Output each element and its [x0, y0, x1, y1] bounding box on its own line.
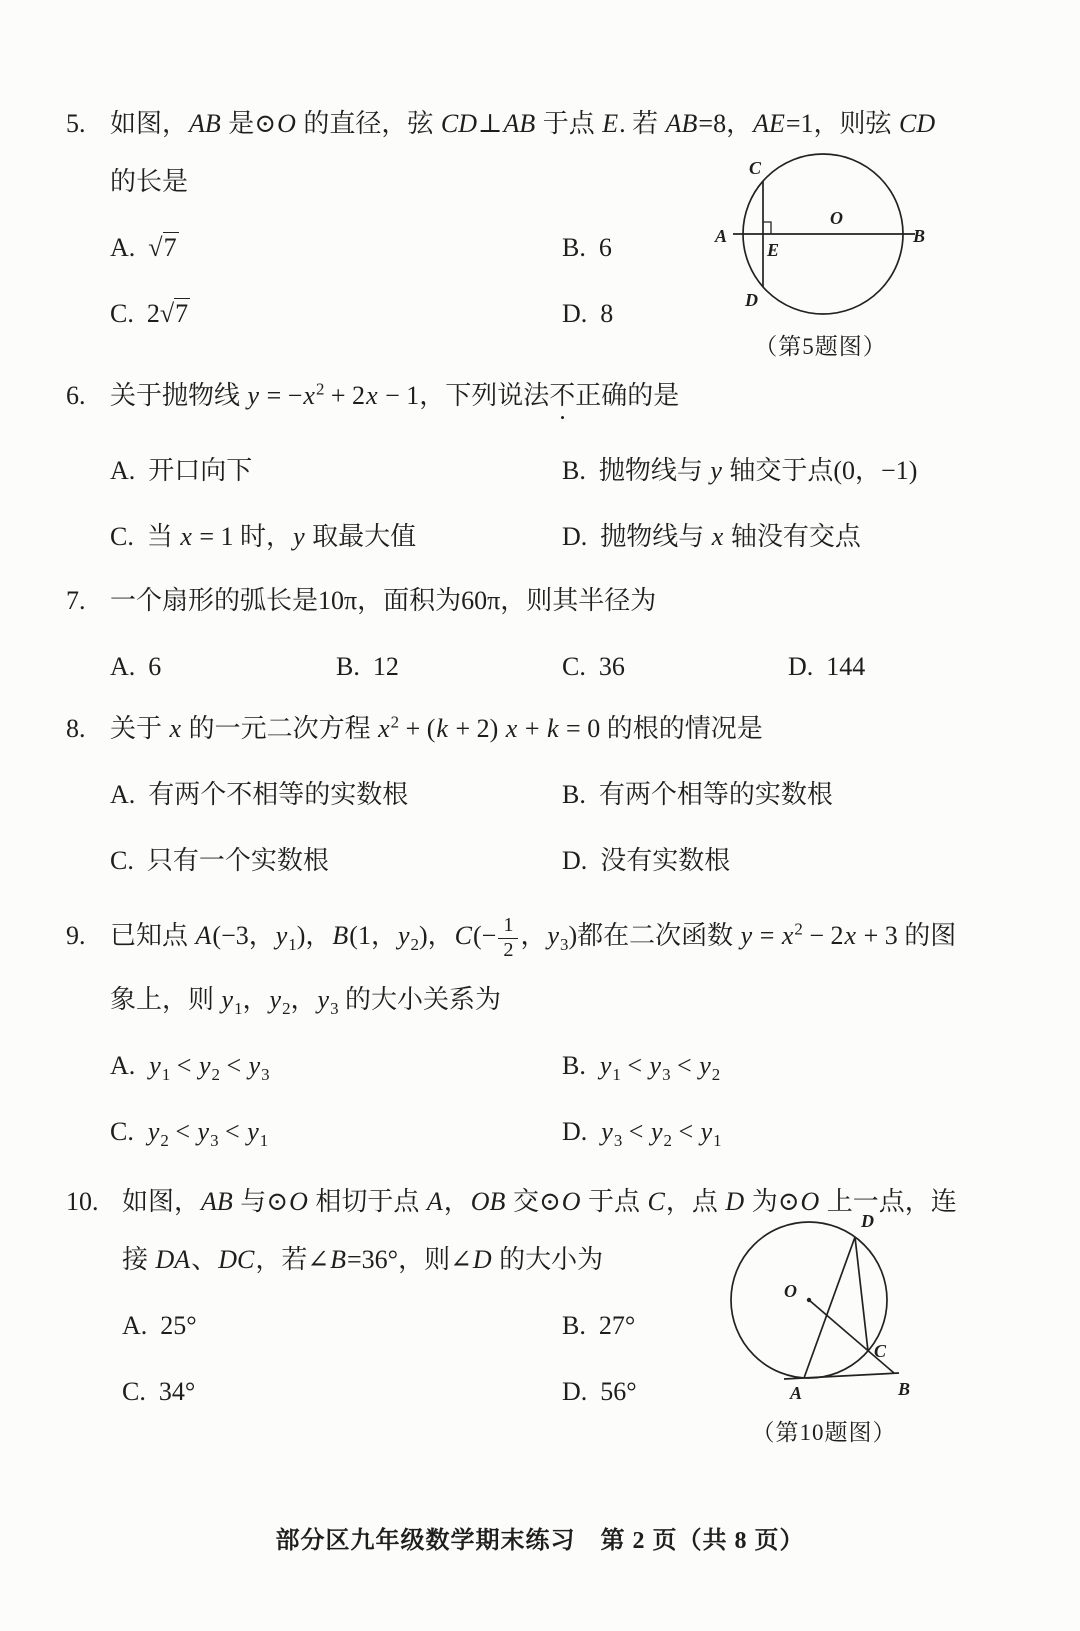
q9-option-c: C. $y_2 < y_3 < y_1$	[110, 1116, 269, 1151]
q10-label-c: C	[874, 1340, 887, 1361]
q10-label-b: B	[898, 1378, 911, 1399]
q5-right-angle-mark	[763, 222, 771, 234]
q8-options-row1	[66, 775, 1014, 815]
q5-label-o: O	[830, 208, 843, 228]
q8-options-row2	[66, 841, 1014, 881]
question-7	[66, 581, 1014, 687]
q5-stem-text: 如图，AB 是⊙O 的直径，弦 CD⊥AB 于点 E. 若 AB=8，AE=1，则弦 CD	[110, 109, 936, 138]
q9-option-b: B. $y_1 < y_3 < y_2$	[562, 1050, 721, 1085]
q5-label-d: D	[745, 290, 758, 310]
q6-option-d: D. 抛物线与 x 轴没有交点	[562, 522, 861, 551]
q6-option-b: B. 抛物线与 y 轴交于点(0，−1)	[562, 456, 918, 485]
q10-option-c: C. 34°	[122, 1376, 196, 1406]
q8-stem-row	[66, 709, 1014, 749]
q7-option-c: C. 36	[562, 652, 625, 681]
q5-figure-caption: （第5题图）	[754, 334, 887, 359]
q10-figure-caption: （第10题图）	[751, 1419, 897, 1445]
q10-option-d: D. 56°	[562, 1376, 637, 1406]
q10-label-d: D	[861, 1210, 874, 1231]
q7-option-d: D. 144	[788, 652, 866, 681]
q10-number: 10.	[66, 1186, 99, 1216]
q6-stem-row	[66, 376, 1014, 425]
q6-options-row1	[66, 451, 1014, 491]
q8-option-d: D. 没有实数根	[562, 846, 731, 875]
question-8	[66, 709, 1014, 881]
q5-label-b: B	[913, 226, 926, 246]
q5-figure	[713, 134, 928, 361]
q9-stem-text: 已知点 A(−3，$y_1$)，B(1，$y_2$)，C(− $\frac{1}{2}$ ，$y_3$)都在二次函数 $y = x^2 - 2x + 3$ 的图	[110, 914, 957, 961]
q8-option-b: B. 有两个相等的实数根	[562, 780, 833, 809]
q9-number: 9.	[66, 921, 86, 950]
q6-stem-text: 关于抛物线 $y = -x^2 + 2x - 1$，下列说法不正确的是	[110, 379, 680, 410]
q7-option-a: A. 6	[110, 652, 162, 681]
q5-option-d: D. 8	[562, 299, 614, 328]
q10-figure	[714, 1205, 934, 1447]
q10-chord-da	[804, 1237, 855, 1378]
page-footer: 部分区九年级数学期末练习 第 2 页（共 8 页）	[275, 1528, 805, 1554]
q6-options-row2	[66, 517, 1014, 557]
q7-number: 7.	[66, 586, 86, 615]
q9-stem-line2: 象上，则 $y_1$，$y_2$，$y_3$ 的大小关系为	[110, 984, 502, 1019]
q5-option-c: C. 2√7	[110, 299, 189, 328]
q6-number: 6.	[66, 381, 86, 410]
q5-label-a: A	[715, 226, 728, 246]
q5-label-c: C	[749, 158, 762, 178]
q10-option-b: B. 27°	[562, 1310, 636, 1340]
q9-option-d: D. $y_3 < y_2 < y_1$	[562, 1116, 722, 1151]
q9-options-row2	[66, 1112, 1014, 1152]
question-10	[66, 1182, 1014, 1445]
q6-option-c: C. 当 x = 1 时，y 取最大值	[110, 522, 417, 551]
q10-secant-ob	[809, 1300, 894, 1373]
q5-option-a: A. √7	[110, 233, 177, 262]
q7-stem-row	[66, 581, 1014, 621]
question-5	[66, 104, 1014, 359]
q8-stem-text: 关于 x 的一元二次方程 $x^2 + (k + 2) x + k = 0$ 的根的情况是	[110, 712, 763, 743]
q8-option-a: A. 有两个不相等的实数根	[110, 780, 409, 809]
q9-stem-row	[66, 911, 1014, 962]
q10-stem-line2: 接 DA、DC，若∠B=36°，则∠D 的大小为	[122, 1244, 604, 1274]
question-9	[66, 911, 1014, 1152]
q8-option-c: C. 只有一个实数根	[110, 846, 329, 875]
q5-option-b: B. 6	[562, 233, 612, 262]
q6-option-a: A. 开口向下	[110, 456, 253, 485]
q7-option-b: B. 12	[336, 652, 399, 681]
q9-option-a: A. $y_1 < y_2 < y_3$	[110, 1050, 270, 1085]
q7-stem-text: 一个扇形的弧长是10π，面积为60π，则其半径为	[110, 586, 657, 615]
question-6	[66, 376, 1014, 557]
q10-chord-dc	[855, 1237, 868, 1351]
q9-options-row1	[66, 1046, 1014, 1086]
q7-options-row	[66, 647, 1014, 687]
q10-option-a: A. 25°	[122, 1310, 197, 1340]
q5-label-e: E	[767, 240, 780, 260]
q10-stem-text: 如图，AB 与⊙O 相切于点 A，OB 交⊙O 于点 C，点 D 为⊙O 上一点，连	[122, 1186, 957, 1216]
q5-circle-diagram	[713, 134, 928, 324]
q10-tangent-ab	[784, 1373, 899, 1379]
q10-circle-diagram	[714, 1205, 934, 1410]
q5-stem-line2: 的长是	[110, 167, 189, 196]
q5-number: 5.	[66, 109, 86, 138]
q8-number: 8.	[66, 714, 86, 743]
q10-label-a: A	[790, 1382, 803, 1403]
q10-label-o: O	[784, 1280, 797, 1301]
